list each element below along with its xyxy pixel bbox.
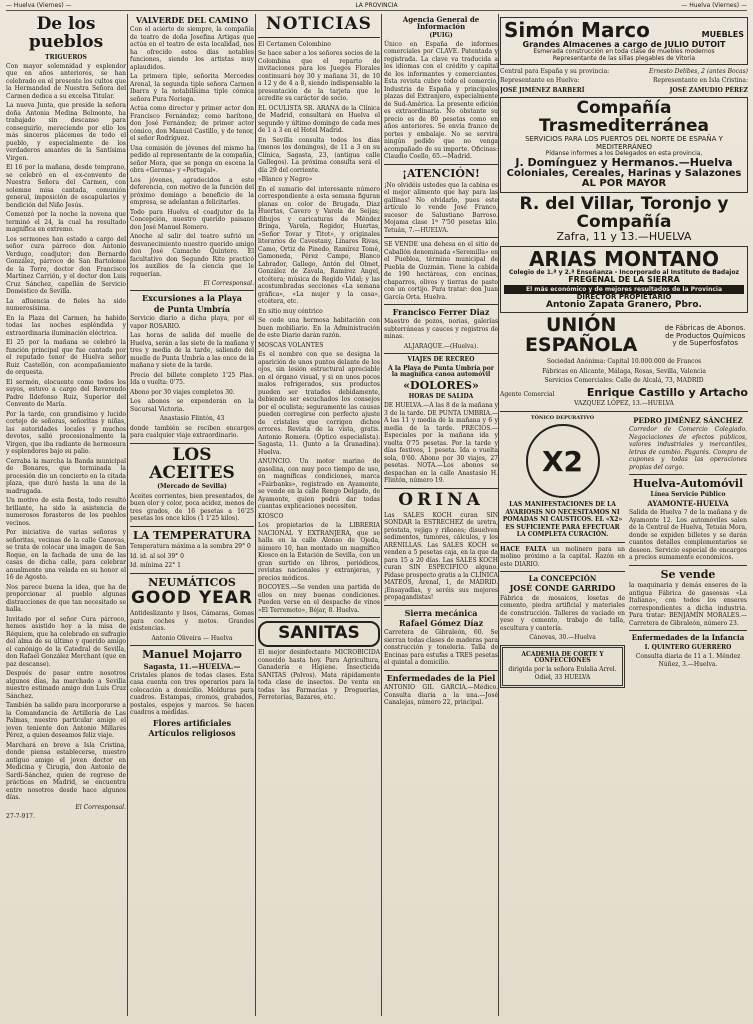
paragraph: El 16 por la mañana, desde temprano, se celebró en el ex-convento de Nuestra Señora del Carmen, con solemne misa cantada, comunión general, imposición de escapularios y bendición del Niño Jesús. [6,164,126,209]
divider [384,304,498,305]
paragraph: Anoche al salir del teatro sufrió un desvanecimiento nuestro querido amigo don José Camacho Quintero. El facultativo don Segundo Rite practicó los auxilios de la ciencia que le requerían. [130,233,254,278]
paragraph: Precio del billete completo 1'25 Plas. Ida o vuelta: 0'75. [130,371,254,387]
orina-title: ORINA [398,489,484,510]
vende-text: la maquinaria y demás enseres de la antigua Fábrica de gaseosas «La Italiana», con todos los enseres correspondientes a dicha industria. Para tratar: BENJAMÍN MORALES.—Carretera de Gibraleón, número 23. [629,582,747,627]
articulos-text: Artículos religiosos [148,728,236,739]
paragraph: Se cede una hermosa habitación con buen mobiliario. En la Administración de este Diario darán razón. [258,317,380,340]
temperatura-line: Temperatura máxima a la sombra 29° 0 [130,543,251,551]
piel-text: ANTONIO GIL GARCIA.—Médico. Consulta diaria a la una.—José Canalejas, número 22, principal. [384,684,498,707]
dolores-title: «DOLORES» [403,379,479,393]
paragraph: Marchará en breve a Isla Cristina, donde piensa establecerse, nuestro antiguo amigo el joven doctor en Medicina y Cirugía, don Antonio de Sardi-Sánchez, quien de regreso de prácticas en Madrid, se encuentra entre nosotros desde hace algunos días. [6,741,126,802]
arias-town: FREGENAL DE LA SIERRA [568,275,680,285]
union-agent-name: Enrique Castillo y Artacho [586,385,748,399]
villar-title: R. del Villar, Toronjo y Compañía [519,193,729,232]
arias-director: DIRECTOR PROPIETARIO [576,292,672,301]
excursiones-note: donde también se reciben encargos para cualquier viaje extraordinario. [130,424,254,440]
paragraph: Un motivo de esta fiesta, todo resultó brillante, ha sido la asistencia de numerosos forasteros de los pueblos vecinos. [6,497,126,527]
paragraph: Servicio diario a dicha playa, por el vapor ROSARIO. [130,315,254,330]
viajes-title: VIAJES DE RECREO [407,356,475,364]
tras-note: Pídanse informes a los Delegados en esta provincia, [545,149,703,157]
ha-title: Huelva-Automóvil [632,477,744,491]
corte-text: dirigida por la señora Eulalia Arrel. Odiel, 33 HUELVA [508,666,617,681]
ad-simon-marco [500,17,748,65]
paragraph: La afluencia de fieles ha sido numerosísima. [6,297,126,313]
paragraph: Comenzó por la noche la novena que terminó el 24, la cual ha resultado magnífica en extremo. [6,211,126,234]
paragraph: Los abonos se expenderán en la Sucursal Victoria. [130,398,254,413]
header-center: LA PROVINCIA [355,2,398,9]
paragraph: MOSCAS VOLANTES [258,341,324,349]
central-name: Ernesto Delibes, 2 (antes Bocas) [649,67,748,75]
pedro-title: PEDRO JIMÉNEZ SÁNCHEZ [633,415,743,425]
pueblos-title: De los pueblos [28,14,104,52]
mojarro-address: Sagasta, 11.—HUELVA.— [143,661,241,671]
column-pueblos [6,14,126,1018]
ha-dest: AYAMONTE-HUELVA [647,499,729,509]
noticias-title: NOTICIAS [266,14,372,34]
union-agent-label: Agente Comercial [500,390,555,398]
hace-text: un molinero para un molino próximo a la capital. Razón en este DIARIO. [500,545,625,568]
agencia-subtitle: (PUIG) [429,31,453,39]
vende-title: Se vende [660,567,716,581]
pueblos-subtitle: TRIGUEROS [45,53,87,61]
divider [130,573,254,574]
excursiones-title: Excursiones a la Playa [142,293,242,304]
marco-rep-names [500,87,748,95]
marco-title: Simón Marco [504,18,650,42]
ad-corte [500,645,625,689]
divider [130,526,254,527]
ferrer-text: Maestro de pozos, norias, galerías subterráneas y cauces y registros de minas. [384,318,498,341]
paragraph: Después de pasar entre nosotros algunos días, ha marchado a Sevilla nuestro estimado amigo don Luis Cruz Sánchez. [6,670,126,700]
paragraph: El Certamen Colombino [258,40,331,48]
divider [384,488,498,489]
paragraph: Una comisión de jóvenes del mismo ha pedido al representante de la compañía, señor Mora, que se ponga en escena la obra «Gerona» y «Portugal». [130,144,254,175]
divider [384,237,498,238]
paragraph: Invitado por el señor Cura párroco, hemos asistido hoy a la misa de Réquiem, que ha celebrado en sufragio del alma de su último y querido amigo el canónigo de la Catedral de Sevilla, don Rafael González Merchant (que en paz descanse). [6,615,126,668]
goodyear-logo: GOOD YEAR [130,588,254,609]
paragraph: En el sumario del interesante número correspondiente a esta semana figuran planas en color de Brugada, Diaz Huertas, Cavero y Varela de Seijas; dibujos y caricaturas de Méndez Bringa, Varela, Regidor, Huertas, «Señor Tovar y Titot», y originales literarios de Cavestany, Linares Rivas, Camo, Ortiz de Pinedo, Ramírez Tomé, Gamoneda, Pérez Campo, Blanco Labrador, Gallego, Antón del Olmet, González de Zavala, Ramírez Angel, etcétera; música de Regido Vidal; y las acostumbradas secciones «La semana gráfica», «La mujer y la casa», etcétera, etc. [258,185,380,306]
conde-text: Fábrica de mosaicos, losetas de cemento, piedra artificial y materiales de construcción. Talleres de vaciado en yeso y cemento, trabajo de talla, escultura y cantería. [500,594,625,632]
sierra-text: Carretera de Gibraleón, 60. Se sierran todas clases de maderas para construcción y toneleria. Talla de Encinas para estufas a TRES pesetas el quintal a domicilio. [384,629,498,667]
valverde-title: VALVERDE DEL CAMINO [135,15,249,25]
divider [500,411,748,412]
union-agent [500,387,748,399]
paragraph: Abono por 30 viajes completos 30. [130,388,235,396]
coloniales-mayor: AL POR MAYOR [581,178,667,190]
pueblos-body [6,63,126,802]
tras-sub: SERVICIOS PARA LOS PUERTOS DEL NORTE DE ESPAÑA Y MEDITERRÁNEO [525,135,723,151]
column-noticias [258,14,380,1018]
lower-ads [500,415,748,692]
union-fabricas: Fábricas en Alicante, Málaga, Rosas, Sevilla, Valencia [542,367,706,375]
ha-text: Salida de Huelva 7 de la mañana y de Ayamonte 12. Los automóviles salen de la Central de Huelva, Tetuán Mora, donde se expiden billetes y se darán cuantos detalles complementarios se deseen. Servicio especial de encargos a precios sumamente económicos. [629,509,747,562]
divider [258,37,380,38]
agencia-title: Agencia General de Información [402,15,480,32]
rep-left-label: Representante en Huelva: [500,77,580,85]
paragraph: KIOSCO [258,512,284,520]
agencia-text: Único en España de informes comerciales por CLAVE. Patentada y registrada. La clave va traducida a los idiomas con el crédito y capital de los informantes y comerciantes. Esta revista cubre todo el comercio, Industria de España y principales plazas del Extranjero, especialmente de Sud-América. La presente edición es extraordinaria. No obstante su precio es de 80 pesetas como en años anteriores. Se envía franco de portes y embalaje. No se servirá ningún pedido que no venga acompañado de su importe. Oficinas: Claudio Coello, 65.—Madrid. [384,40,498,161]
hace-falta [500,546,625,569]
union-title: UNIÓN ESPAÑOLA [524,314,638,357]
paragraph: Es el nombre con que se designa la aparición de unos puntos delante de los ojos, sin lesión estructural apreciable en el órgano visual, y si en unos pocos malos refrigerados, sus productos pueden ser tratados debidamente, debiendo ser escuchados los consejos por el oculista; seguramente las causas pueden corregirse con perfecto ajuste de cristales que corrigen dichos errores. Revista de la vista, gratis. Antonio Romera. (Óptico especialista). Sagasta, 11. (Junto a la Granadina). Huelva. [258,351,380,456]
pueblos-date: 27-7-917. [6,812,35,820]
horas-text: DE HUELVA.—A las 8 de la mañana y 3 de la tarde. DE PUNTA UMBRIA.—A las 11 y media de la mañana y 6 y media de la tarde. PRECIOS.—Especiales por la mañana ida y vuelta 0'75 pesetas. Por la tarde y días festivos, 1 peseta. Ida o vuelta sola, 0'60. Abono por 30 viajes, 27 pesetas. NOTA.—Los abonos se despachan en la calle Anastasio H. Flintón, número 19. [384,402,498,485]
flores-text: Flores artificiales [152,717,232,728]
header-left: — Huelva (Viernes) — [6,2,72,9]
column-divider [498,14,499,1016]
excursiones-sign: Anastasio Flintón, 43 [159,415,225,423]
mojarro-title: Manuel Mojarro [142,648,242,662]
tras-title: Compañía Trasmediterránea [539,98,709,137]
mojarro-text: Cristales planos de todas clases. Esta casa cuenta con tres operarios para la colocación a domicilio. Molduras para cuadros. Estampas, cromos, grabados, postales, espejos y marcos. Se hacen cuadros a medidas. [130,671,254,717]
orina-text: Las SALES KOCH curan SIN SONDAR la ESTRECHEZ de uretra, próstata, vejiga y riñones; disuelven sedimentos, tumores, cálculos, y los ARENILLAS. Las SALES KOCH se venden a 5 pesetas caja, en la que da para 15 a 20 días. Las SALES KOCH curan SIN ESPECIFICO alguno. Pídase prospecto gratis a la CLÍNICA MATEOS, Arenal, 1, de MADRID. ¡Ensayadlas, y seréis sus mejores propagandistas! [384,511,498,601]
union-sub: de Fábricas de Abonos. de Productos Químicos y de Superfosfatos [664,324,746,348]
x2-text: LAS MANIFESTACIONES DE LA AVARIOSIS NO NECESITAMOS NI POMADAS NI CAUSTICOS. EL «X2» ES SUFICIENTE PARA EFECTUAR LA COMPLETA CURACIÓN. [502,501,623,539]
tras-dominguez: J. Domínguez y Hermanos.—Huelva [515,156,733,170]
infancia-text: Consulta diaria de 11 a 1. Méndez Núñez, 3.—Huelva. [635,653,741,668]
divider [384,670,498,671]
horas-title: HORAS DE SALIDA [408,392,474,400]
divider [629,474,747,475]
villar-address: Zafra, 11 y 13.—HUELVA [556,230,692,244]
paragraph: En sitio muy céntrico [258,307,323,315]
ferrer-title: Francisco Ferrer Diaz [392,307,490,318]
paragraph: Las horas de salida del muelle de Huelva, serán a las siete de la mañana y tres y media de la tarde, saliendo del muelle de Punta Umbría a las once de la mañana y siete de la tarde. [130,332,254,370]
pedro-text: Corredor de Comercio Colegiado. Negociaciones de efectos públicos, valores industriales y mercantiles, letras de cambio. Pagarés. Compra de cupones y todas las operaciones propias del cargo. [629,426,747,471]
ha-sub: Línea Servicio Público [650,490,726,498]
arias-title: ARIAS MONTANO [528,246,720,271]
arias-note: El más económico y de mejores resultados de la Provincia [504,285,744,294]
paragraph: EL OCULISTA SR. ARANA de la Clínica de Madrid, consultará en Huelva el segundo y último domingo de cada mes de 1 a 3 en el Hotel Madrid. [258,104,380,135]
column-divider [127,14,128,1016]
marco-muebles: MUEBLES [701,30,744,39]
sierra-title: Sierra mecánica [404,607,478,618]
paragraph: Los propietarios de la LIBRERIA NACIONAL Y EXTRANJERA, que se halla en la calle Alonso de Ojeda, número 10, han montado un magnífico Kiosco en la Estación de Sevilla, con un gran surtido en libros, periódicos, revistas nacionales y extranjeras, y precios módicos. [258,522,380,582]
paragraph: Actúa como director y primer actor don Francisco Fernández; como barítono, don José Fernández; de primer actor cómico, don Manuel Castillo, y de tenor, el señor Rodríguez. [130,105,254,143]
concepcion-title: La CONCEPCIÓN [528,574,597,584]
paragraph: «Blanco y Negro» [258,176,313,184]
pueblos-sign: El Corresponsal. [75,803,126,811]
sanitas-logo: SANITAS [258,621,380,647]
marco-reps [500,77,748,85]
divider [258,617,380,618]
column-divider [381,14,382,1016]
sanitas-text: El mejor desinfectante MICROBICIDA conocido hasta hoy. Para Agricultura, Ganadería e Higiene. Insecticida SANITAS (Polvos). Mata rápidamente toda clase de insectos. De venta en todas las Farmacias y Droguerías, Ferreterías, Bazares, etc. [258,649,380,702]
ad-union [500,316,748,356]
hace-title: HACE FALTA [500,545,547,553]
excursiones-subtitle: de Punta Umbría [153,303,231,314]
aceites-text: Aceites corrientes, bien presentados, de buen olor y color, poca acidez, menos de tres grados, de 16 pesetas a 16'25 pesetas los once kilos (1 1'25 kilos). [130,492,254,523]
paragraph: La nueva Junta, que preside la señora doña Antonia Medina Belmonte, ha trabajado sin descanso para conseguirlo, mereciendo por ello los más sinceros plácemes de todo el pueblo, y especialmente de los verdaderos amantes de la Santísima Virgen. [6,102,126,162]
column-agencia [384,14,498,1018]
divider [130,645,254,646]
temperatura-line: Id. id. al sol 39° 0 [130,552,184,560]
neumaticos-title: NEUMÁTICOS [148,575,236,589]
atencion-title: ¡ATENCIÓN! [402,166,480,180]
valverde-sign: El Corresponsal. [203,280,254,288]
ad-arias-montano [500,246,748,313]
arias-name: Antonio Zapata Granero, Pbro. [546,299,702,310]
temperatura-line: Id. mínima 22° 1 [130,562,181,570]
header-right: — Huelva (Viernes) — [681,2,747,9]
x2-logo: X2 [526,424,600,498]
union-address: VAZQUEZ LÓPEZ, 13.—HUELVA [574,400,674,408]
sierra-name: Rafael Gómez Díaz [398,617,484,628]
aceites-subtitle: (Mercado de Sevilla) [157,483,227,491]
rep-right-label: Representante en Isla Cristina: [653,77,748,85]
union-servicios: Servicios Comerciales: Calle de Alcalá, 73, MADRID [544,377,704,385]
column-ads [500,14,748,1018]
marco-sub3: Representante de las sillas plegables de Vitoria [552,54,696,62]
paragraph: Por la tarde, con grandísimo y lucido cortejo de señoras, señoritas y niñas, las autoridades locales y muchos devotos, salió procesionalmente la Virgen, que iba radiante de hermosura y esplendores bajo su palio. [6,410,126,456]
ferrer-address: ALJARAQUE.—(Huelva). [403,342,479,350]
noticias-body [258,41,380,615]
excursiones-body [130,315,254,413]
neumaticos-text: Antideslizante y lisos, Cámaras, Gomas para coches y motos. Grandes existencias. [130,610,254,633]
rep-left-name: JOSÉ JIMÉNEZ BARBERÍ [500,86,585,94]
arias-sub: Colegio de 1.ª y 2.ª Enseñanza - Incorporado al Instituto de Badajoz [509,268,739,276]
divider [629,565,747,566]
divider [500,571,625,572]
paragraph: También ha salido para incorporarse a la Comandancia de Artillería de Las Palmas, nuestro particular amigo el joven teniente don Antonio Millares Pérez, a quien deseamos feliz viaje. [6,702,126,740]
column-valverde [130,14,254,1018]
viajes-subtitle: A la Playa de Punta Umbría por la magnífica canoa automóvil [388,364,494,379]
paragraph: Todo para Huelva el coadjutor de la Concepción, nuestro querido paisano don José Manuel Romero. [130,208,254,231]
piel-title: Enfermedades de la Piel [386,672,496,683]
ad-trasmediterranea [500,97,748,192]
lower-right-ads [629,415,747,692]
marco-central [500,68,748,76]
paragraph: En Sevilla consulta todos los días (menos los domingos), de 11 a 3 en su Clínica, Sagasta, 23, (antigua calle Gallegos). La próxima consulta será el día 29 del corriente. [258,136,380,174]
rep-right-name: JOSÉ ZAMUDIO PÉREZ [669,86,748,94]
coloniales-title: Coloniales, Cereales, Harinas y Salazones [506,167,742,179]
valverde-body [130,26,254,278]
paragraph: La primera tiple, señorita Mercedes Arenal, la segunda tiple señora Carmen Ibarra y la notabilísima tiple cómica señora Pura Noriega. [130,73,254,103]
divider [384,605,498,606]
paragraph: BOCOYES.—Se venden una partida de ellos en muy buenas condiciones. Pueden verse en el despacho de vinos «El Terremoto», Béjar, 8. Huelva. [258,584,380,614]
divider [500,542,625,543]
temperatura-title: LA TEMPERATURA [132,528,252,542]
paragraph: Los jóvenes, agradecidos a este deferencia, con motivo de la función del próximo domingo a beneficio de la empresa, se adelantan a felicitarles. [130,176,254,207]
paragraph: Por iniciativa de varias señoras y señoritas, vecinas de la calle Canovas, se trata de colocar una imagen de San Roque, en la fachada de una de las casas de dicha calle, para celebrar anualmente una velada en su honor el 16 de Agosto. [6,529,126,582]
corte-title: ACADEMIA DE CORTE Y CONFECCIONES [521,650,604,665]
divider [130,290,254,291]
divider [130,443,254,444]
lower-left-ads [500,415,625,692]
infancia-name: I. QUINTERO GUERRERO [644,643,732,651]
divider [384,164,498,165]
central-label: Central para España y su provincia: [500,67,610,75]
paragraph: El 25 por la mañana se celebró la función principal que fue cantada por el reputado tenor de Huelva señor Ruiz Castellón, con acompañamiento de orquesta. [6,339,126,377]
paragraph: Se hace saber a los señores socios de la Colombina que el reparto de invitaciones para los Juegos Florales continuará hoy 30 y mañana 31, de 10 a 12 y de 4 a 8, siendo indispensable la presentación de la tarjeta que le acredite su carácter de socio. [258,50,380,103]
union-capital: Sociedad Anónima: Capital 10.000.000 de Francos [546,358,702,366]
divider [629,630,747,631]
paragraph: Los sermones han estado a cargo del señor cura párroco don Antonio Verdugo, coadjutor; don Bernardo González, párroco de San Bartolomé de la Torre, doctor don Francisco Martínez Carrión, y el doctor don Luis Cruz Sánchez, capellán de Servicio Doméstico de Sevilla. [6,235,126,296]
paragraph: Con el acierto de siempre, la compañía de teatro de doña Josefina Artigas que actúa en el teatro de esta localidad, nos ha ofrecido estos días notables funciones, siendo los artistas muy aplaudidos. [130,26,254,71]
column-divider [255,14,256,1016]
paragraph: ANUNCIO. Un motor marino de gasolina, con muy poco tiempo de uso, en magníficas condiciones, marca «Fairbanks», registrado en Ayamonte, se vende en la calle Rengo Delgado, de Ayamonte, quien podrá dar todas cuantas explicaciones necesiten. [258,458,380,511]
page-header [6,2,747,11]
paragraph: Con mayor solemnidad y esplendor que en años anteriores, se han celebrado en el presente los cultos que la Hermandad de Nuestra Señora del Carmen dedica a su excelsa Titular. [6,62,126,100]
marco-sub2: Esmerada construcción en toda clase de muebles modernos [533,48,715,56]
paragraph: Cerraba la marcha la Banda municipal de Bonares, que terminada la procesión dio un concierto en la citada plaza, que duró hasta la una de la madrugada. [6,457,126,495]
paragraph: Nos parece buena la idea, que ha de proporcionar al pueblo algunas distracciones de que tan necesitado se halla. [6,583,126,614]
aceites-title: LOS ACEITES [149,444,235,483]
x2-ring: TÓNICO DEPURATIVO [530,414,595,421]
paragraph: El sermón, elocuente como todos los suyos, estuvo a cargo del Reverendo Padre Ildefonso Ruiz, Superior del Convento de María. [6,378,126,409]
conde-address: Cánovas, 30.—Huelva [529,634,596,642]
neumaticos-sign: Antonio Oliveira — Huelva [151,634,233,642]
infancia-title: Enfermedades de la Infancia [631,633,745,643]
paragraph: En la Plaza del Carmen, ha habido todas las noches espléndida y extraordinaria iluminación eléctrica. [6,314,126,337]
divider [384,353,498,354]
dehesa-text: SE VENDE una dehesa en el sitio de Caballón denominada «Seremilla» en el Puebloa, término municipal de Puebla de Guzmán. Tiene la cabida de 190 hectáreas, con encinas, chaparros, olivos y tierras de pasto con un cortijo. Para tratar: don Juan García Orta. Huelva. [384,241,498,301]
atencion-text: ¡No olvidéis ustedes que la cabina es el mejor alimento que hay para las gallinas! No olvidarlo, pues este artículo lo vende José Franco, sucesor de Salustiano Barroso. Mojama clase 1ª 7'50 pesetas kilo. Tetuán, 7.—HUELVA. [384,181,498,234]
marco-sub: Grandes Almacenes a cargo de JULIO DUTOIT [522,40,726,49]
conde-name: JOSÉ CONDE GARRIDO [509,583,616,594]
